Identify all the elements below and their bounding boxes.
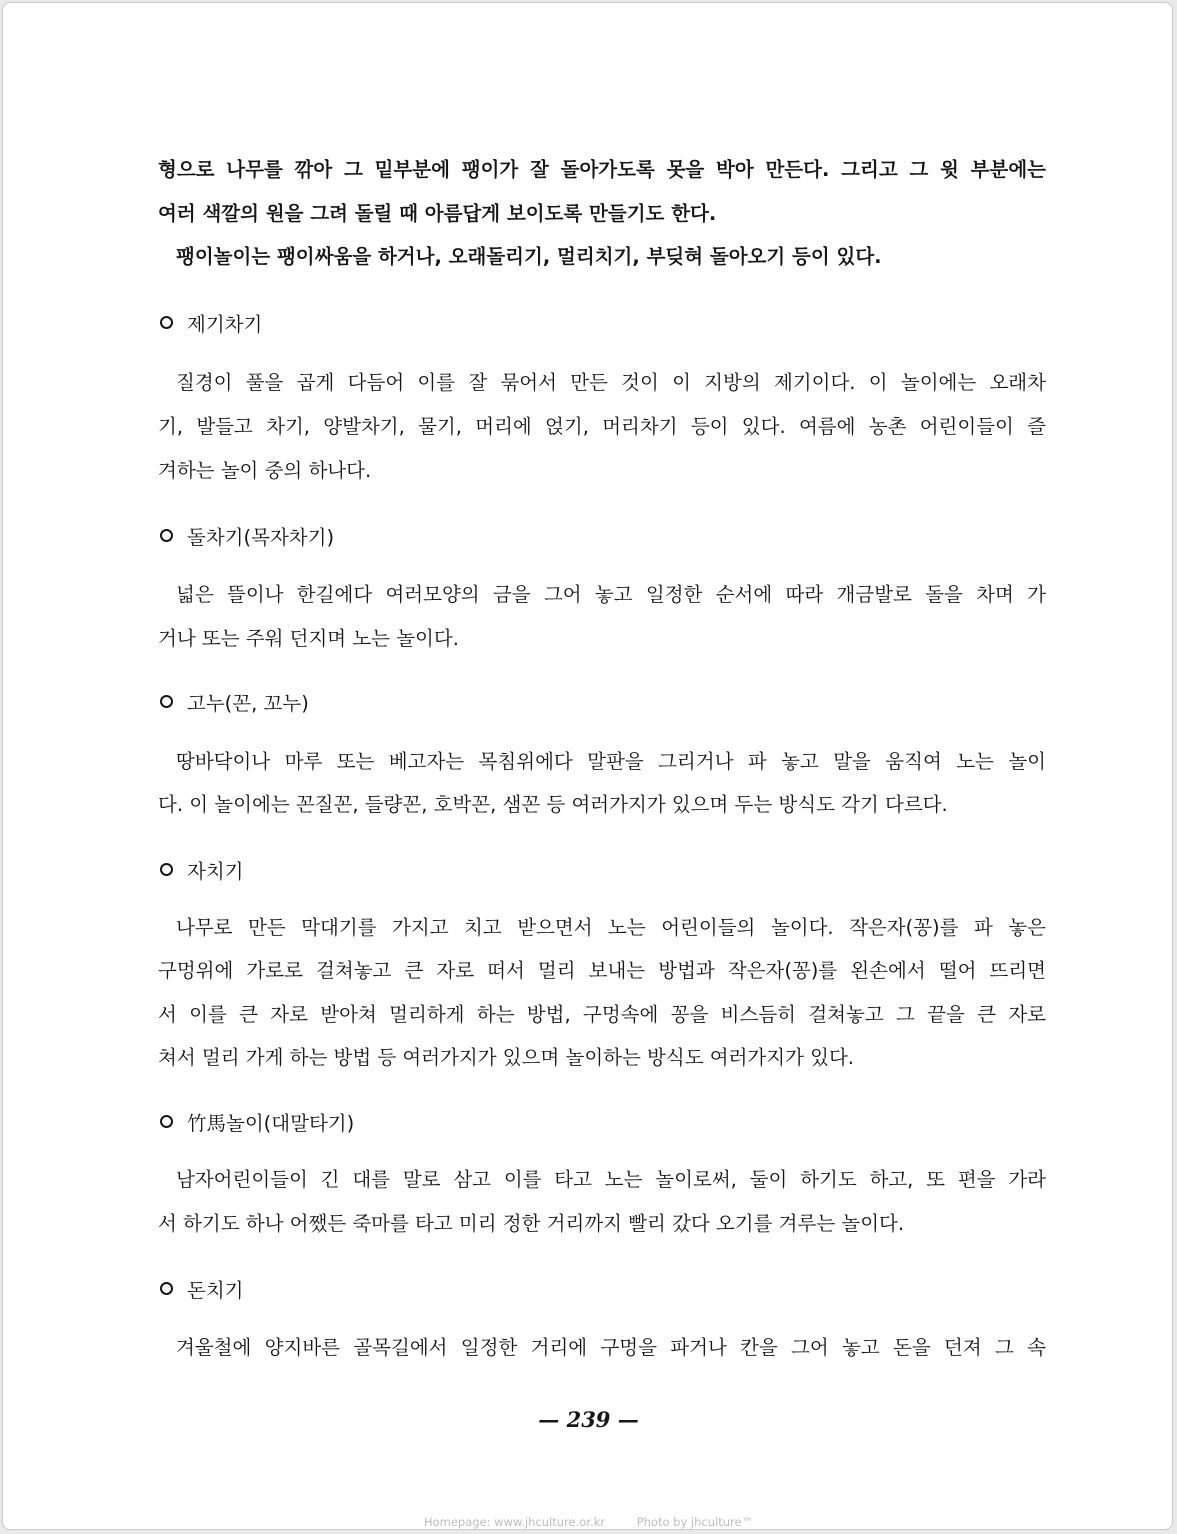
- section-heading: [160, 1112, 354, 1136]
- footer-homepage: Homepage: www.jhculture.or.kr: [423, 1515, 606, 1529]
- text-line: 여러 색깔의 원을 그려 돌릴 때 아름답게 보이도록 만들기도 한다.: [158, 202, 717, 225]
- circle-bullet-icon: [160, 863, 173, 876]
- text-line: 남자어린이들이 긴 대를 말로 삼고 이를 타고 노는 놀이로써, 둘이 하기도 하고, 또 편을 가라: [176, 1168, 1046, 1191]
- page-number: — 239 —: [538, 1407, 639, 1432]
- text-line: 땅바닥이나 마루 또는 베고자는 목침위에다 말판을 그리거나 파 놓고 말을 움직여 노는 놀이: [176, 750, 1046, 773]
- text-line: 나무로 만든 막대기를 가지고 치고 받으면서 노는 어린이들의 놀이다. 작은자(꽁)를 파 놓은: [176, 916, 1046, 939]
- section-heading-text: 고누(꼰, 꼬누): [187, 692, 309, 715]
- section-heading: [160, 692, 309, 716]
- text-line: 팽이놀이는 팽이싸움을 하거나, 오래돌리기, 멀리치기, 부딪혀 돌아오기 등이 있다.: [176, 245, 882, 268]
- section-heading-text: 竹馬놀이(대말타기): [187, 1112, 355, 1135]
- section-heading: [160, 1279, 244, 1303]
- circle-bullet-icon: [160, 529, 173, 542]
- section-heading-text: 돌차기(목자차기): [187, 526, 335, 549]
- text-line: 쳐서 멀리 가게 하는 방법 등 여러가지가 있으며 놀이하는 방식도 여러가지가 있다.: [158, 1046, 855, 1069]
- section-heading: [160, 526, 334, 550]
- text-line: 겨울철에 양지바른 골목길에서 일정한 거리에 구멍을 파거나 칸을 그어 놓고 돈을 던져 그 속: [176, 1336, 1046, 1359]
- text-line: 겨하는 놀이 중의 하나다.: [158, 459, 372, 482]
- text-line: 서 하기도 하나 어쨌든 죽마를 타고 미리 정한 거리까지 빨리 갔다 오기를 겨루는 놀이다.: [158, 1212, 905, 1235]
- text-line: 형으로 나무를 깎아 그 밑부분에 팽이가 잘 돌아가도록 못을 박아 만든다. 그리고 그 윗 부분에는: [158, 158, 1046, 181]
- text-line: 구멍위에 가로로 걸쳐놓고 큰 자로 떠서 멀리 보내는 방법과 작은자(꽁)를 왼손에서 떨어 뜨리면: [158, 959, 1046, 982]
- text-line: 거나 또는 주워 던지며 노는 놀이다.: [158, 627, 459, 650]
- footer-credit: [0, 1515, 1177, 1529]
- text-line: 서 이를 큰 자로 받아쳐 멀리하게 하는 방법, 구멍속에 꽁을 비스듬히 걸쳐놓고 그 끝을 큰 자로: [158, 1003, 1046, 1026]
- text-line: 질경이 풀을 곱게 다듬어 이를 잘 묶어서 만든 것이 이 지방의 제기이다. 이 놀이에는 오래차: [176, 371, 1046, 394]
- circle-bullet-icon: [160, 695, 173, 708]
- circle-bullet-icon: [160, 1115, 173, 1128]
- section-heading-text: 제기차기: [187, 313, 263, 336]
- text-line: 기, 발들고 차기, 양발차기, 물기, 머리에 얹기, 머리차기 등이 있다. 여름에 농촌 어린이들이 즐: [158, 415, 1046, 438]
- section-heading-text: 돈치기: [187, 1279, 244, 1302]
- section-heading-text: 자치기: [187, 860, 244, 883]
- circle-bullet-icon: [160, 316, 173, 329]
- footer-photo-credit: Photo by jhculture™: [636, 1515, 754, 1529]
- section-heading: [160, 313, 262, 337]
- section-heading: [160, 860, 244, 884]
- text-line: 넓은 뜰이나 한길에다 여러모양의 금을 그어 놓고 일정한 순서에 따라 개금발로 돌을 차며 가: [176, 583, 1046, 606]
- text-line: 다. 이 놀이에는 꼰질꼰, 들량꼰, 호박꼰, 샘꼰 등 여러가지가 있으며 두는 방식도 각기 다르다.: [158, 793, 948, 816]
- circle-bullet-icon: [160, 1282, 173, 1295]
